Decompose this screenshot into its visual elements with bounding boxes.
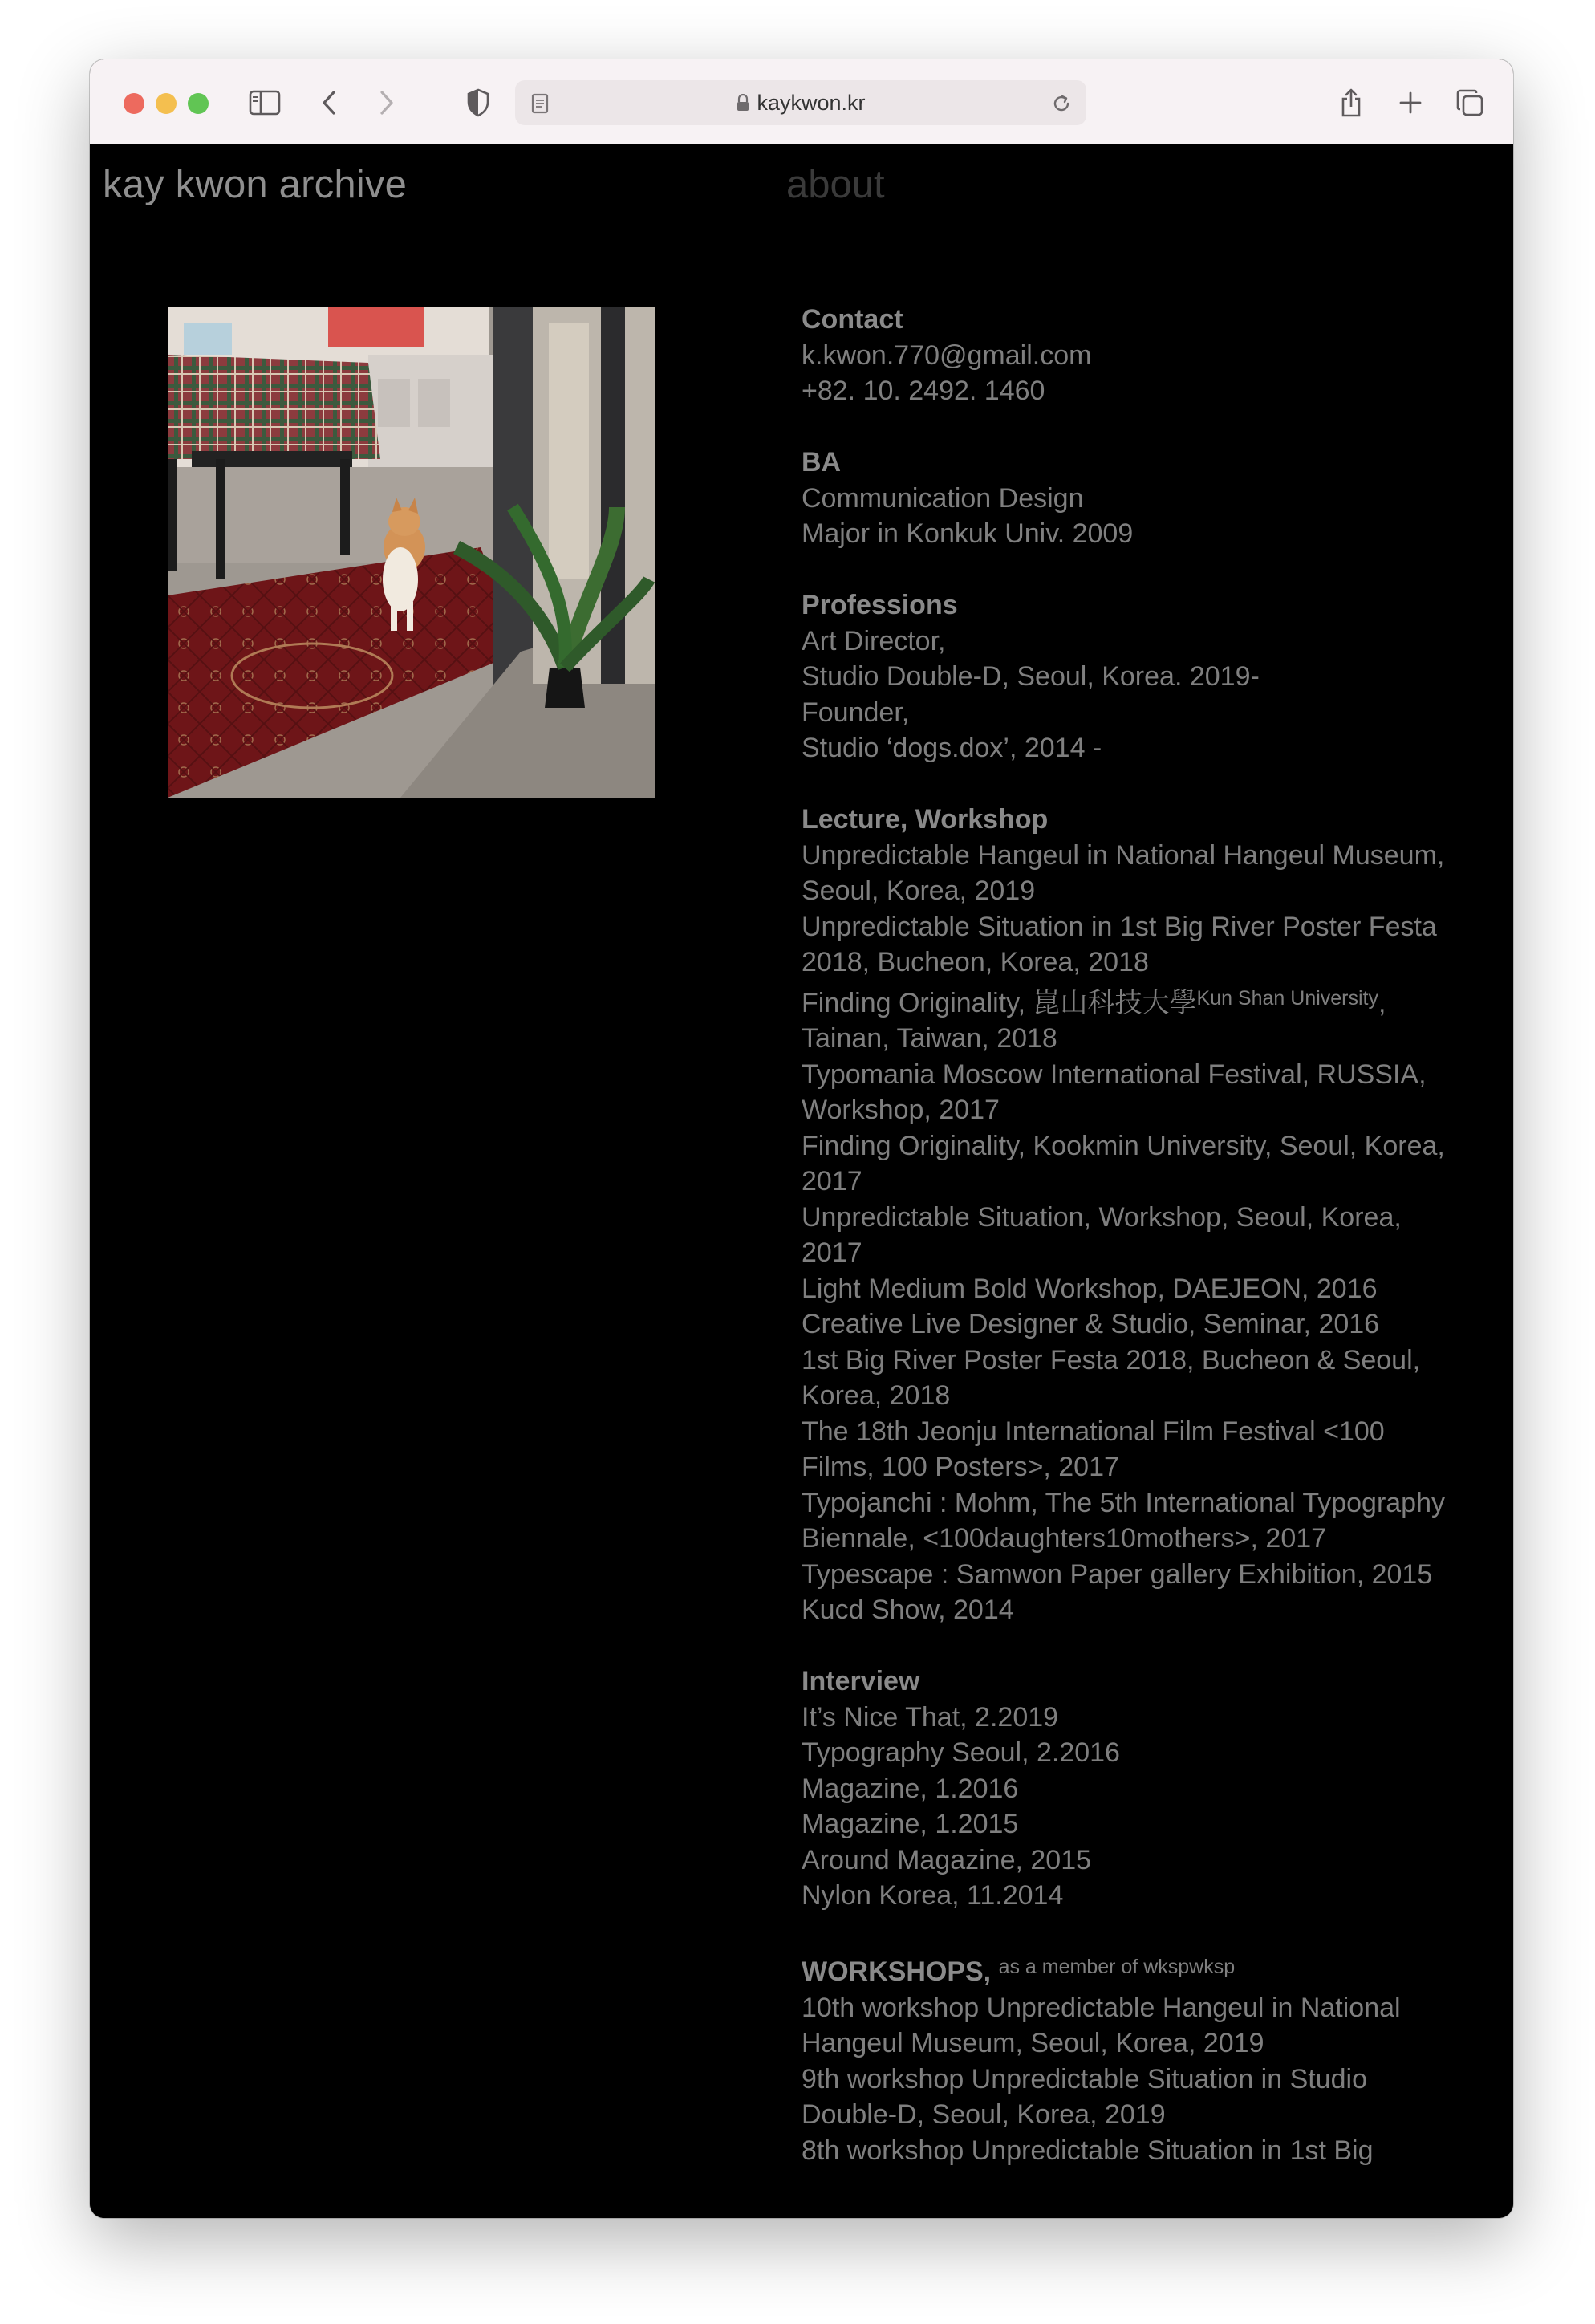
- lecture-item-superscript: Kun Shan University: [1196, 986, 1379, 1010]
- professions-line: Studio ‘dogs.dox’, 2014 -: [802, 733, 1102, 763]
- contact-email[interactable]: k.kwon.770@gmail.com: [802, 339, 1092, 371]
- lecture-item: Light Medium Bold Workshop, DAEJEON, 2016: [802, 1273, 1378, 1304]
- maximize-window-button[interactable]: [188, 93, 209, 114]
- url-text: kaykwon.kr: [757, 91, 866, 115]
- contact-section: [802, 302, 1459, 409]
- professions-line: Studio Double-D, Seoul, Korea. 2019-: [802, 661, 1260, 692]
- lecture-item: [802, 981, 1459, 1057]
- address-bar[interactable]: [515, 80, 1086, 125]
- sidebar-toggle-icon[interactable]: [247, 87, 282, 119]
- ba-line: Communication Design: [802, 482, 1084, 514]
- site-title-link[interactable]: kay kwon archive: [103, 163, 408, 206]
- lecture-item: Unpredictable Hangeul in National Hangeul Museum, Seoul, Korea, 2019: [802, 839, 1445, 906]
- workshops-heading-row: [802, 1949, 1459, 1990]
- browser-toolbar: [90, 59, 1513, 145]
- professions-line: Founder,: [802, 697, 910, 728]
- professions-heading: Professions: [802, 590, 958, 620]
- interview-item: Around Magazine, 2015: [802, 1844, 1092, 1875]
- lecture-item-text: , Tainan, Taiwan, 2018: [802, 987, 1386, 1054]
- lecture-heading: Lecture, Workshop: [802, 804, 1049, 835]
- cat-photo: [168, 307, 655, 798]
- nav-about-link[interactable]: about: [786, 163, 885, 206]
- workshop-item: 10th workshop Unpredictable Hangeul in National Hangeul Museum, Seoul, Korea, 2019: [802, 1992, 1401, 2058]
- browser-window: [90, 59, 1513, 2218]
- workshops-heading: WORKSHOPS,: [802, 1956, 992, 1987]
- workshop-item: 8th workshop Unpredictable Situation in 1st Big: [802, 2135, 1374, 2166]
- forward-icon[interactable]: [374, 87, 398, 119]
- lecture-section: [802, 802, 1459, 1628]
- tab-overview-icon[interactable]: [1454, 87, 1486, 119]
- lecture-item: The 18th Jeonju International Film Festival <100 Films, 100 Posters>, 2017: [802, 1416, 1385, 1482]
- contact-heading: Contact: [802, 304, 903, 335]
- professions-line: Art Director,: [802, 625, 946, 656]
- minimize-window-button[interactable]: [156, 93, 177, 114]
- new-tab-icon[interactable]: [1396, 87, 1425, 119]
- back-icon[interactable]: [318, 87, 342, 119]
- lecture-item: Typescape : Samwon Paper gallery Exhibition, 2015: [802, 1558, 1433, 1590]
- lecture-item: Creative Live Designer & Studio, Seminar, 2016: [802, 1309, 1380, 1339]
- about-info: [802, 302, 1459, 2204]
- privacy-shield-icon[interactable]: [464, 87, 493, 119]
- interview-item: It’s Nice That, 2.2019: [802, 1701, 1059, 1733]
- interview-item: Magazine, 1.2015: [802, 1809, 1019, 1839]
- lecture-item: Typomania Moscow International Festival, RUSSIA, Workshop, 2017: [802, 1058, 1427, 1125]
- lecture-item-text: Finding Originality, 崑山科技大學: [802, 987, 1197, 1018]
- interview-heading: Interview: [802, 1666, 920, 1696]
- lock-icon: [736, 82, 750, 127]
- lecture-item: Typojanchi : Mohm, The 5th International Typography Biennale, <100daughters10mothers>, 2017: [802, 1487, 1446, 1554]
- interview-item: Magazine, 1.2016: [802, 1773, 1019, 1804]
- lecture-item: Finding Originality, Kookmin University, Seoul, Korea, 2017: [802, 1130, 1445, 1197]
- workshops-section: [802, 1949, 1459, 2168]
- lecture-item: 1st Big River Poster Festa 2018, Bucheon & Seoul, Korea, 2018: [802, 1344, 1421, 1411]
- professions-section: [802, 587, 1459, 766]
- lecture-item: Unpredictable Situation in 1st Big River Poster Festa 2018, Bucheon, Korea, 2018: [802, 911, 1437, 977]
- ba-heading: BA: [802, 447, 842, 477]
- contact-phone: +82. 10. 2492. 1460: [802, 376, 1045, 406]
- page-content: [90, 144, 1513, 2218]
- lecture-item: Kucd Show, 2014: [802, 1595, 1014, 1625]
- share-icon[interactable]: [1337, 87, 1366, 119]
- ba-section: [802, 445, 1459, 552]
- close-window-button[interactable]: [124, 93, 144, 114]
- workshops-superscript: as a member of wkspwksp: [998, 1956, 1236, 1978]
- interview-item: Typography Seoul, 2.2016: [802, 1737, 1120, 1768]
- reload-icon[interactable]: [1049, 87, 1073, 120]
- interview-item: Nylon Korea, 11.2014: [802, 1880, 1064, 1911]
- url-display: [515, 80, 1086, 125]
- interview-section: [802, 1664, 1459, 1914]
- workshop-item: 9th workshop Unpredictable Situation in Studio Double-D, Seoul, Korea, 2019: [802, 2063, 1367, 2130]
- lecture-item: Unpredictable Situation, Workshop, Seoul, Korea, 2017: [802, 1201, 1402, 1268]
- ba-line: Major in Konkuk Univ. 2009: [802, 518, 1134, 549]
